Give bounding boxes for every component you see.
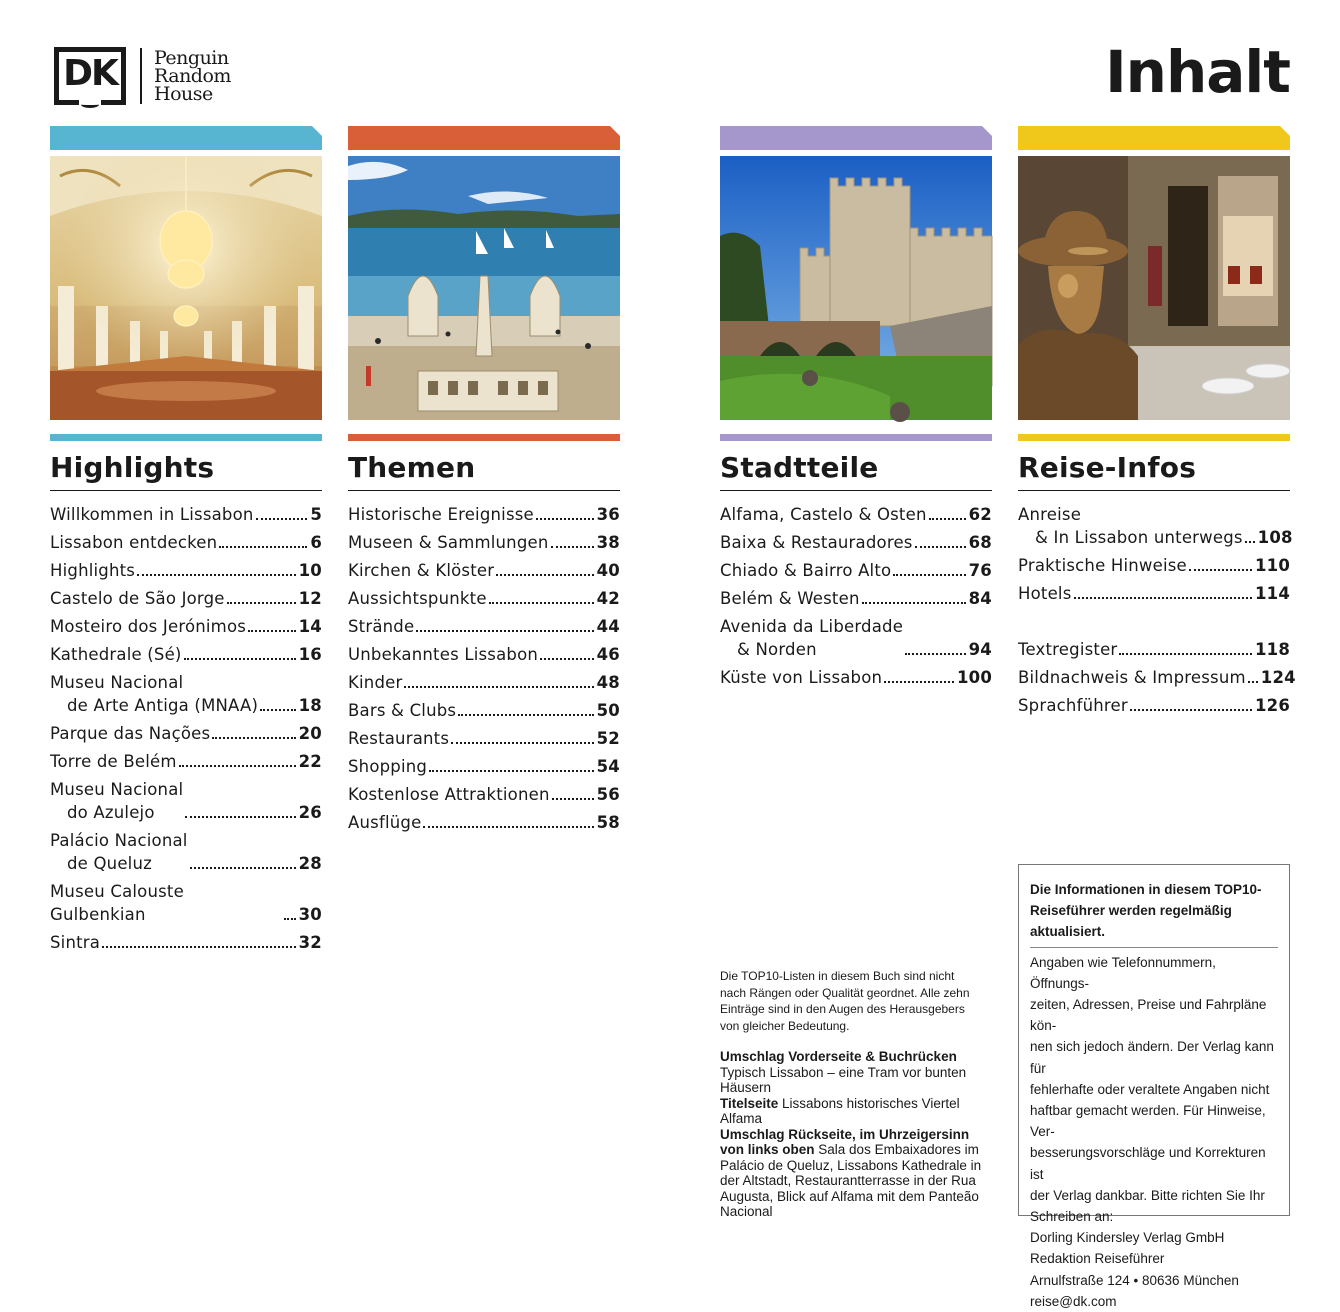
toc-entry[interactable] [348,587,620,615]
toc-leader-dots [219,546,307,548]
toc-entry-title [50,587,225,610]
info-body-line: Schreiben an: [1030,1209,1114,1225]
toc-page-number: 36 [596,505,620,524]
toc-entry[interactable] [348,643,620,671]
toc-entry[interactable] [720,531,992,559]
toc-entry-title [348,503,534,526]
toc-entry-title [348,643,538,666]
book-icon [79,99,101,109]
toc-entry[interactable] [50,671,322,722]
cover-credits [720,1049,982,1220]
toc-entry[interactable] [50,778,322,829]
toc-entry-title [1018,666,1246,689]
update-info-box [1018,864,1290,1309]
toc-page-number: 38 [596,533,620,552]
toc-page-number: 30 [298,905,322,924]
toc-entry-title [348,615,414,638]
toc-entry-title [720,615,903,661]
info-body-line: besserungsvorschläge und Korrekturen ist [1030,1145,1266,1182]
toc-entry-title-line: Parque das Nações [50,724,211,743]
toc-page-number: 18 [298,696,322,715]
info-address-line: Redaktion Reiseführer [1030,1251,1165,1267]
toc-entry-title-line: Willkommen in Lissabon [50,505,254,524]
toc-entry-title [720,531,913,554]
toc-leader-dots [552,798,594,800]
toc-entry[interactable] [348,671,620,699]
toc-page-number: 10 [298,561,322,580]
toc-leader-dots [102,946,296,948]
toc-list [1018,503,1296,722]
toc-list [50,503,322,959]
toc-page-number: 62 [968,505,992,524]
toc-entry[interactable] [348,727,620,755]
toc-entry-title [50,750,177,773]
section-stadtteile [720,126,992,694]
toc-entry-title-line: Alfama, Castelo & Osten [720,505,927,524]
torre-de-belem-photo [348,156,620,420]
toc-entry-title [50,559,135,582]
toc-entry-title [348,587,487,610]
toc-page-number: 48 [596,673,620,692]
info-body-line: der Verlag dankbar. Bitte richten Sie Ihr [1030,1187,1265,1203]
section-reise-infos [1018,126,1296,722]
info-email: reise@dk.com [1030,1293,1117,1309]
section-heading: Highlights [50,445,322,491]
toc-spacer [1018,610,1290,638]
cover-credit-label: Titelseite [720,1095,779,1111]
toc-entry-title-line: Castelo de São Jorge [50,589,225,608]
toc-entry-title-line: Baixa & Restauradores [720,533,913,552]
toc-entry[interactable] [348,615,620,643]
toc-entry-title-line: Kostenlose Attraktionen [348,785,550,804]
toc-page-number: 56 [596,785,620,804]
toc-entry-title-line: Anreise [1018,505,1082,524]
toc-entry-title [348,671,402,694]
palace-ballroom-photo [50,156,322,420]
info-address-line: Arnulfstraße 124 • 80636 München [1030,1272,1239,1288]
toc-entry-title [720,559,891,582]
toc-page-number: 68 [968,533,992,552]
toc-page-number: 42 [596,589,620,608]
toc-entry-title [50,880,282,926]
toc-leader-dots [227,602,296,604]
toc-page-number: 32 [298,933,322,952]
section-heading: Stadtteile [720,445,992,491]
info-body-line: Angaben wie Telefonnummern, Öffnungs- [1030,954,1216,991]
toc-entry[interactable] [50,587,322,615]
prh-line: Penguin [154,47,229,69]
toc-entry[interactable] [720,666,992,694]
toc-entry-title [50,671,258,717]
top10-note [720,968,980,1034]
toc-entry-title-line: & Norden [737,640,817,659]
toc-entry-title [50,722,210,745]
toc-page-number: 94 [968,640,992,659]
toc-entry-title [50,829,188,875]
toc-leader-dots [1245,541,1255,543]
toc-entry-title [1018,638,1117,661]
toc-entry-title-line: do Azulejo [67,803,155,822]
toc-page-number: 114 [1254,584,1290,603]
toc-entry[interactable] [720,559,992,587]
toc-entry[interactable] [50,531,322,559]
castelo-photo [720,156,992,420]
info-heading-line: Reiseführer werden regelmäßig [1030,903,1232,919]
toc-entry-title-line: Kathedrale (Sé) [50,645,182,664]
section-bar [348,434,620,441]
toc-entry-title [348,531,549,554]
toc-entry-title-line: Hotels [1018,584,1072,603]
toc-entry[interactable] [50,750,322,778]
toc-leader-dots [1189,569,1252,571]
note-line: von gleicher Bedeutung. [720,1018,850,1033]
toc-page-number: 44 [596,617,620,636]
toc-leader-dots [184,658,296,660]
info-address-line: Dorling Kindersley Verlag GmbH [1030,1230,1225,1246]
toc-entry-title-line: Museen & Sammlungen [348,533,549,552]
toc-leader-dots [862,602,966,604]
toc-page-number: 6 [310,533,322,552]
toc-page-number: 40 [596,561,620,580]
toc-entry[interactable] [1018,666,1296,694]
cover-credit [720,1049,982,1096]
section-tab [348,126,620,150]
info-heading-line: aktualisiert. [1030,924,1106,940]
toc-entry[interactable] [1018,503,1293,554]
toc-entry-title-line: & In Lissabon unterwegs [1035,528,1243,547]
toc-entry[interactable] [50,880,322,931]
toc-entry-title-line: Praktische Hinweise [1018,556,1187,575]
toc-entry[interactable] [1018,694,1290,722]
toc-leader-dots [284,918,296,920]
toc-entry-title-line: Lissabon entdecken [50,533,218,552]
toc-entry-title-line: Sintra [50,933,101,952]
note-line: nach Rängen oder Qualität geordnet. Alle zehn [720,985,970,1000]
toc-entry[interactable] [50,931,322,959]
toc-entry-title-line: Shopping [348,757,428,776]
toc-leader-dots [212,737,295,739]
toc-entry-title-line: Küste von Lissabon [720,668,883,687]
toc-page-number: 14 [298,617,322,636]
info-heading-line: Die Informationen in diesem TOP10- [1030,882,1262,897]
toc-entry-title-line: Restaurants [348,729,450,748]
toc-leader-dots [1130,709,1252,711]
toc-entry-title-line: de Arte Antiga (MNAA) [67,696,259,715]
toc-entry-title [348,559,494,582]
note-line: Einträge sind in den Augen des Herausgebers [720,1002,965,1016]
toc-page-number: 16 [298,645,322,664]
toc-page-number: 28 [298,854,322,873]
toc-leader-dots [190,867,296,869]
section-themen [348,126,620,839]
info-body-line: fehlerhafte oder veraltete Angaben nicht [1030,1081,1270,1097]
toc-leader-dots [489,602,594,604]
cover-credit-text: Lissabons historisches Viertel Alfama [720,1095,960,1126]
toc-entry-title-line: Palácio Nacional [50,831,188,850]
toc-leader-dots [884,681,954,683]
page-title: Inhalt [1105,38,1290,106]
toc-entry-title [720,503,927,526]
toc-page-number: 54 [596,757,620,776]
toc-entry[interactable] [50,722,322,750]
toc-entry-title-line: Sprachführer [1018,696,1128,715]
toc-page-number: 12 [298,589,322,608]
toc-entry[interactable] [720,615,992,666]
toc-leader-dots [905,653,966,655]
toc-leader-dots [929,518,966,520]
toc-page-number: 76 [968,561,992,580]
cover-credit [720,1096,982,1127]
section-tab [50,126,322,150]
prh-line: Random [154,65,231,87]
toc-page-number: 26 [298,803,322,822]
info-body-line: zeiten, Adressen, Preise und Fahrpläne kön- [1030,997,1267,1034]
section-tab [720,126,992,150]
toc-leader-dots [915,546,966,548]
toc-leader-dots [256,518,308,520]
toc-page-number: 5 [310,505,322,524]
toc-page-number: 52 [596,729,620,748]
toc-leader-dots [1119,653,1252,655]
toc-leader-dots [404,686,593,688]
toc-entry-title [348,783,550,806]
toc-entry[interactable] [1018,638,1290,666]
section-heading: Reise-Infos [1018,445,1290,491]
toc-entry-title-line: Highlights [50,561,136,580]
toc-page-number: 100 [956,668,992,687]
toc-entry-title-line: Mosteiro dos Jerónimos [50,617,247,636]
toc-page-number: 84 [968,589,992,608]
toc-page-number: 22 [298,752,322,771]
toc-entry-title [720,666,882,689]
toc-entry[interactable] [348,503,620,531]
cover-credit-label: Umschlag Rückseite, im Uhrzeigersinn von links oben [720,1126,970,1157]
toc-entry-title-line: Textregister [1018,640,1118,659]
toc-entry[interactable] [348,699,620,727]
toc-entry[interactable] [1018,582,1290,610]
toc-entry-title-line: Belém & Westen [720,589,860,608]
toc-leader-dots [429,770,594,772]
publisher-logo [54,46,231,106]
toc-entry-title-line: Bars & Clubs [348,701,457,720]
cover-credit-text: Typisch Lissabon – eine Tram vor bunten Häusern [720,1064,967,1095]
toc-entry-title [1018,582,1072,605]
toc-page-number: 108 [1257,528,1293,547]
toc-leader-dots [540,658,594,660]
section-highlights [50,126,322,959]
cover-credit-label: Umschlag Vorderseite & Buchrücken [720,1049,957,1064]
toc-leader-dots [423,826,593,828]
toc-entry[interactable] [50,829,322,880]
section-tab [1018,126,1290,150]
toc-entry-title [50,643,182,666]
prh-line: House [154,83,213,105]
toc-entry-title-line: Kirchen & Klöster [348,561,495,580]
toc-leader-dots [1248,681,1258,683]
toc-entry[interactable] [348,811,620,839]
toc-leader-dots [551,546,594,548]
toc-entry[interactable] [720,503,992,531]
section-heading: Themen [348,445,620,491]
toc-leader-dots [416,630,593,632]
logo-divider [140,48,142,104]
toc-entry-title-line: Historische Ereignisse [348,505,534,524]
toc-leader-dots [179,765,296,767]
cover-credit-text: Sala dos Embaixadores im Palácio de Queluz, Lissabons Kathedrale in der Altstadt, Restaurantterrasse in der Rua Augusta, Blick auf Alfama mit dem Panteão Nacional [720,1142,982,1219]
toc-entry[interactable] [720,587,992,615]
toc-entry[interactable] [348,755,620,783]
dk-logo-text: DK [63,53,117,94]
toc-page-number: 20 [298,724,322,743]
toc-leader-dots [185,816,295,818]
toc-leader-dots [893,574,965,576]
toc-leader-dots [536,518,594,520]
toc-entry-title-line: Museu Nacional [50,780,184,799]
toc-entry-title-line: Museu Calouste Gulbenkian [50,882,184,924]
toc-entry-title [348,727,449,750]
toc-entry-title-line: Bildnachweis & Impressum [1018,668,1246,687]
toc-entry-title-line: Museu Nacional [50,673,184,692]
toc-entry-title-line: Kinder [348,673,403,692]
info-divider [1030,947,1278,948]
toc-leader-dots [496,574,593,576]
toc-entry[interactable] [50,615,322,643]
toc-entry-title [50,531,217,554]
toc-entry-title [1018,694,1128,717]
toc-entry-title-line: de Queluz [67,854,152,873]
toc-leader-dots [260,709,296,711]
toc-page-number: 58 [596,813,620,832]
toc-entry[interactable] [50,559,322,587]
toc-page-number: 126 [1254,696,1290,715]
toc-entry-title [50,778,183,824]
toc-entry-title [50,931,100,954]
toc-entry[interactable] [348,559,620,587]
toc-list [720,503,992,694]
info-body-line: haftbar gemacht werden. Für Hinweise, Ver- [1030,1103,1266,1140]
penguin-random-house-logo [154,49,231,103]
toc-leader-dots [137,574,296,576]
toc-entry-title-line: Avenida da Liberdade [720,617,904,636]
toc-entry-title [1018,554,1187,577]
toc-page-number: 46 [596,645,620,664]
toc-entry-title [50,503,254,526]
note-line: Die TOP10-Listen in diesem Buch sind nicht [720,969,955,983]
toc-entry-title [348,755,427,778]
toc-entry-title-line: Unbekanntes Lissabon [348,645,539,664]
toc-entry-title-line: Chiado & Bairro Alto [720,561,892,580]
section-bar [50,434,322,441]
toc-entry[interactable] [50,503,322,531]
toc-entry-title-line: Torre de Belém [50,752,177,771]
toc-page-number: 118 [1254,640,1290,659]
toc-leader-dots [458,714,593,716]
toc-entry-title [50,615,246,638]
toc-page-number: 124 [1260,668,1296,687]
toc-leader-dots [1074,597,1252,599]
toc-entry[interactable] [348,783,620,811]
info-body-line: nen sich jedoch ändern. Der Verlag kann für [1030,1039,1274,1076]
toc-entry-title [1018,503,1243,549]
toc-list [348,503,620,839]
section-bar [720,434,992,441]
cover-credit [720,1127,982,1220]
toc-entry-title-line: Strände [348,617,415,636]
toc-page-number: 110 [1254,556,1290,575]
section-bar [1018,434,1290,441]
toc-leader-dots [248,630,296,632]
toc-page-number: 50 [596,701,620,720]
toc-entry-title-line: Aussichtspunkte [348,589,487,608]
toc-entry-title [348,811,421,834]
toc-entry-title-line: Ausflüge [348,813,422,832]
toc-entry-title [720,587,860,610]
toc-entry[interactable] [348,531,620,559]
pessoa-statue-photo [1018,156,1290,420]
toc-entry[interactable] [1018,554,1290,582]
dk-logo [54,47,126,105]
toc-entry[interactable] [50,643,322,671]
toc-entry-title [348,699,456,722]
toc-leader-dots [451,742,593,744]
